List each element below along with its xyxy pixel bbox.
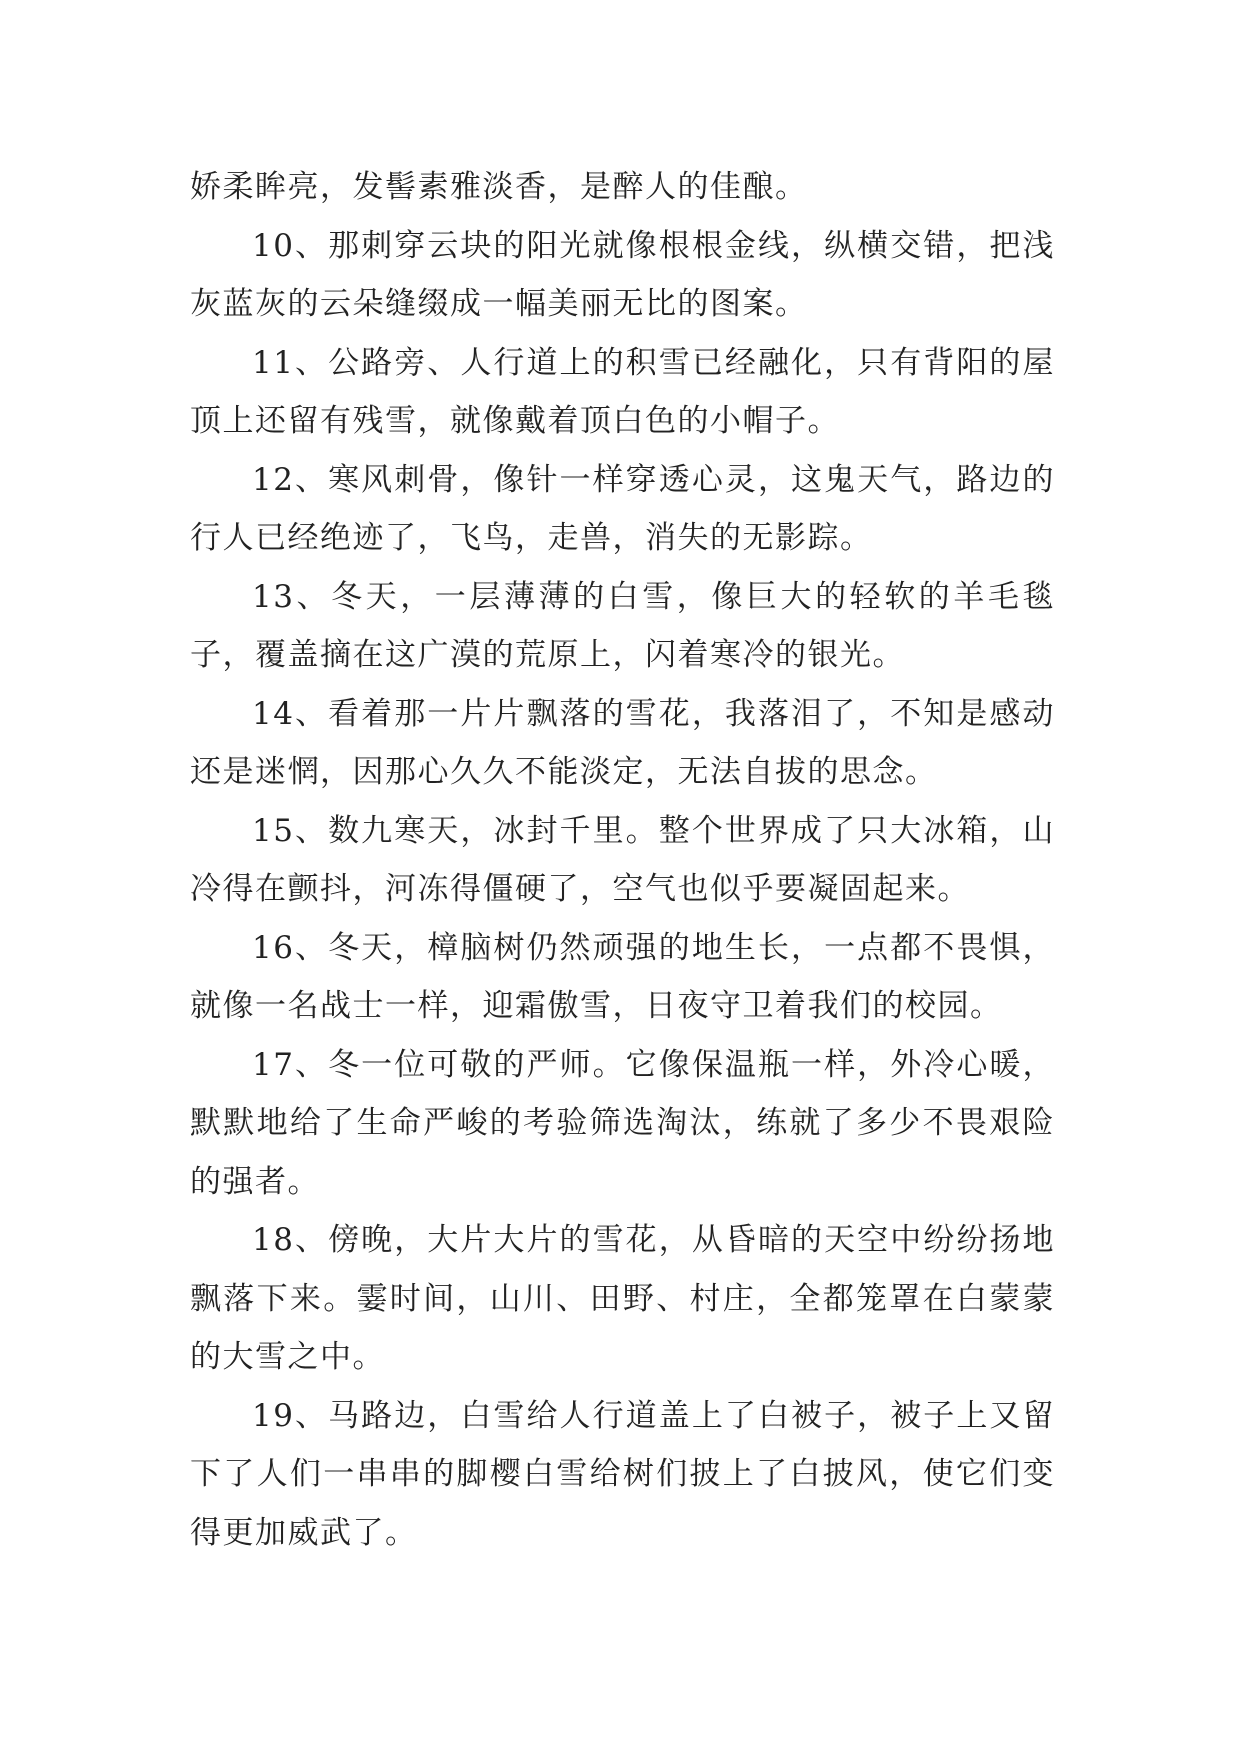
paragraph: 11、公路旁、人行道上的积雪已经融化，只有背阳的屋顶上还留有残雪，就像戴着顶白色的小帽子。	[190, 344, 1055, 439]
paragraph: 19、马路边，白雪给人行道盖上了白被子，被子上又留下了人们一串串的脚樱白雪给树们披上了白披风，使它们变得更加威武了。	[190, 1397, 1055, 1551]
paragraph: 娇柔眸亮，发髻素雅淡香，是醉人的佳酿。	[190, 169, 808, 205]
paragraph: 13、冬天，一层薄薄的白雪，像巨大的轻软的羊毛毯子，覆盖摘在这广漠的荒原上，闪着寒冷的银光。	[190, 578, 1055, 673]
paragraph: 18、傍晚，大片大片的雪花，从昏暗的天空中纷纷扬地飘落下来。霎时间，山川、田野、村庄，全都笼罩在白蒙蒙的大雪之中。	[190, 1222, 1055, 1375]
paragraph: 14、看着那一片片飘落的雪花，我落泪了，不知是感动还是迷惘，因那心久久不能淡定，无法自拔的思念。	[190, 695, 1055, 790]
paragraph: 15、数九寒天，冰封千里。整个世界成了只大冰箱，山冷得在颤抖，河冻得僵硬了，空气也似乎要凝固起来。	[190, 812, 1055, 907]
paragraph: 12、寒风刺骨，像针一样穿透心灵，这鬼天气，路边的行人已经绝迹了，飞鸟，走兽，消失的无影踪。	[190, 461, 1055, 556]
paragraph: 10、那刺穿云块的阳光就像根根金线，纵横交错，把浅灰蓝灰的云朵缝缀成一幅美丽无比的图案。	[190, 227, 1055, 322]
paragraph: 16、冬天，樟脑树仍然顽强的地生长，一点都不畏惧，就像一名战士一样，迎霜傲雪，日夜守卫着我们的校园。	[190, 929, 1055, 1024]
paragraph: 17、冬一位可敬的严师。它像保温瓶一样，外冷心暖，默默地给了生命严峻的考验筛选淘汰，练就了多少不畏艰险的强者。	[190, 1046, 1055, 1200]
document-body	[190, 158, 1055, 1562]
